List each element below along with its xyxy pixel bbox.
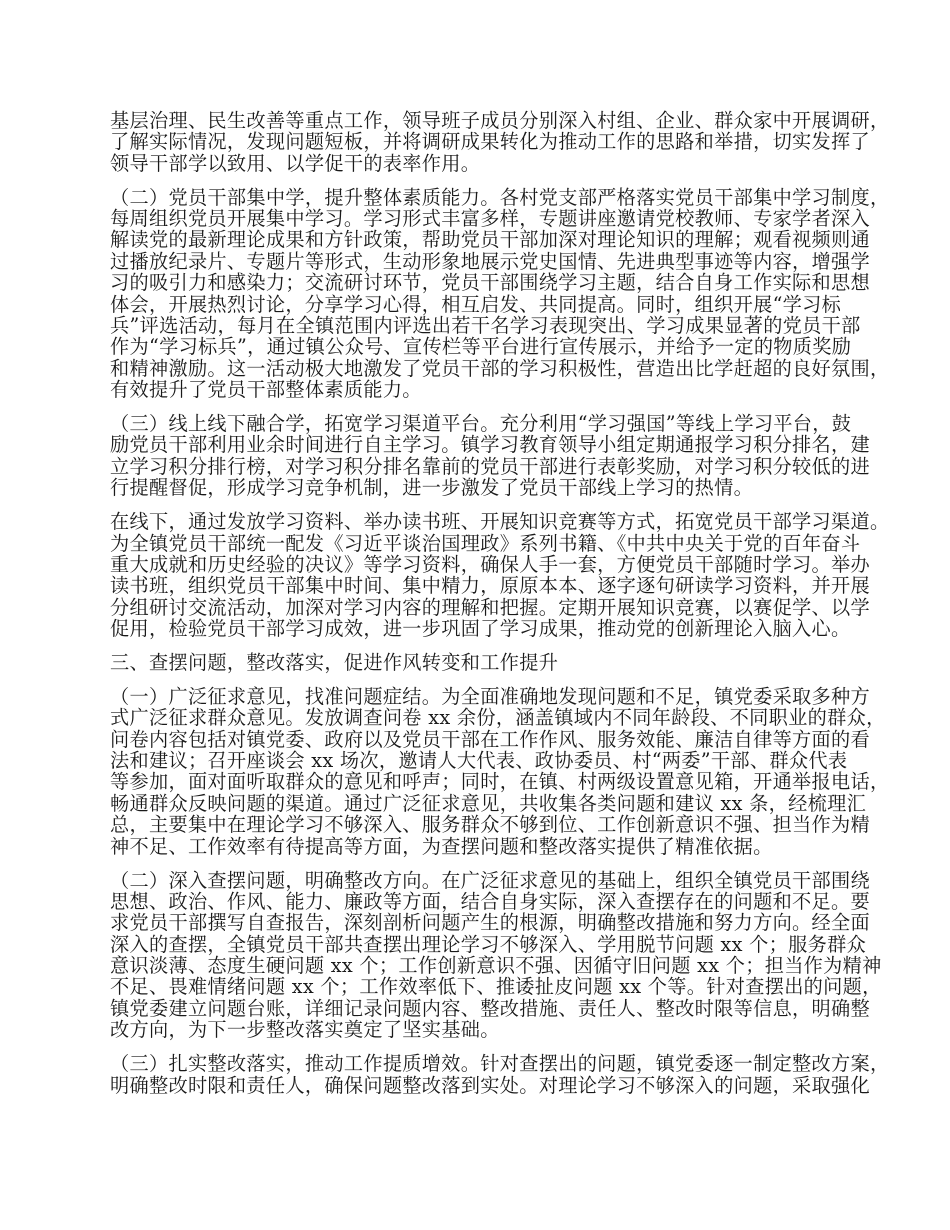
paragraph bbox=[110, 412, 871, 500]
text-line: 思想、政治、作风、能力、廉政等方面，结合自身实际，深入查摆存在的问题和不足。要 bbox=[110, 889, 871, 913]
text-line: 和精神激励。这一活动极大地激发了党员干部的学习积极性，营造出比学赶超的良好氛围， bbox=[110, 356, 890, 380]
text-line: （三）扎实整改落实，推动工作提质增效。针对查摆出的问题，镇党委逐一制定整改方案， bbox=[110, 1052, 890, 1076]
text-line: 深入的查摆，全镇党员干部共查摆出理论学习不够深入、学用脱节问题 xx 个；服务群众 bbox=[110, 932, 867, 956]
document-body bbox=[110, 109, 890, 1108]
text-line: 分组研讨交流活动，加深对学习内容的理解和把握。定期开展知识竞赛，以赛促学、以学 bbox=[110, 595, 871, 619]
paragraph bbox=[110, 109, 890, 175]
text-line: 为全镇党员干部统一配发《习近平谈治国理政》系列书籍、《中共中央关于党的百年奋斗 bbox=[110, 531, 861, 555]
text-line: （三）线上线下融合学，拓宽学习渠道平台。充分利用“学习强国”等线上学习平台，鼓 bbox=[110, 412, 852, 436]
text-line: 不足、畏难情绪问题 xx 个；工作效率低下、推诿扯皮问题 xx 个等。针对查摆出的问题， bbox=[110, 975, 882, 999]
text-line: 读书班，组织党员干部集中时间、集中精力，原原本本、逐字逐句研读学习资料，并开展 bbox=[110, 574, 871, 598]
text-line: 行提醒督促，形成学习竞争机制，进一步激发了党员干部线上学习的热情。 bbox=[110, 476, 754, 500]
text-line: 三、查摆问题，整改落实，促进作风转变和工作提升 bbox=[110, 650, 559, 674]
text-line: 基层治理、民生改善等重点工作，领导班子成员分别深入村组、企业、群众家中开展调研， bbox=[110, 109, 890, 132]
text-line: 镇党委建立问题台账，详细记录问题内容、整改措施、责任人、整改时限等信息，明确整 bbox=[110, 996, 871, 1020]
text-line: 求党员干部撰写自查报告，深刻剖析问题产生的根源，明确整改措施和努力方向。经全面 bbox=[110, 911, 871, 935]
text-line: 重大成就和历史经验的决议》等学习资料，确保人手一套，方便党员干部随时学习。举办 bbox=[110, 552, 871, 576]
text-line: 了解实际情况，发现问题短板，并将调研成果转化为推动工作的思路和举措，切实发挥了 bbox=[110, 130, 871, 154]
text-line: 兵”评选活动，每月在全镇范围内评选出若干名学习表现突出、学习成果显著的党员干部 bbox=[110, 314, 861, 338]
paragraph bbox=[110, 684, 890, 858]
section-heading bbox=[110, 652, 860, 673]
text-line: 立学习积分排行榜，对学习积分排名靠前的党员干部进行表彰奖励，对学习积分较低的进 bbox=[110, 454, 871, 478]
text-line: （一）广泛征求意见，找准问题症结。为全面准确地发现问题和不足，镇党委采取多种方 bbox=[110, 684, 871, 708]
text-line: 作为“学习标兵”，通过镇公众号、宣传栏等平台进行宣传展示，并给予一定的物质奖励 bbox=[110, 335, 852, 359]
text-line: 领导干部学以致用、以学促干的表率作用。 bbox=[110, 151, 481, 175]
paragraph bbox=[110, 185, 890, 402]
text-line: 过播放纪录片、专题片等形式，生动形象地展示党史国情、先进典型事迹等内容，增强学 bbox=[110, 249, 871, 273]
text-line: 解读党的最新理论成果和方针政策，帮助党员干部加深对理论知识的理解；观看视频则通 bbox=[110, 228, 871, 252]
text-line: 在线下，通过发放学习资料、举办读书班、开展知识竞赛等方式，拓宽党员干部学习渠道。 bbox=[110, 510, 890, 534]
text-line: 意识淡薄、态度生硬问题 xx 个；工作创新意识不强、因循守旧问题 xx 个；担当作为精神 bbox=[110, 954, 882, 978]
text-line: （二）深入查摆问题，明确整改方向。在广泛征求意见的基础上，组织全镇党员干部围绕 bbox=[110, 868, 871, 892]
text-line: 法和建议；召开座谈会 xx 场次，邀请人大代表、政协委员、村“两委”干部、群众代表 bbox=[110, 749, 848, 773]
text-line: 励党员干部利用业余时间进行自主学习。镇学习教育领导小组定期通报学习积分排名，建 bbox=[110, 433, 871, 457]
text-line: 习的吸引力和感染力；交流研讨环节，党员干部围绕学习主题，结合自身工作实际和思想 bbox=[110, 271, 871, 295]
text-line: 明确整改时限和责任人，确保问题整改落到实处。对理论学习不够深入的问题，采取强化 bbox=[110, 1073, 871, 1097]
text-line: 每周组织党员开展集中学习。学习形式丰富多样，专题讲座邀请党校教师、专家学者深入 bbox=[110, 207, 871, 231]
text-line: 神不足、工作效率有待提高等方面，为查摆问题和整改落实提供了精准依据。 bbox=[110, 834, 773, 858]
text-line: 促用，检验党员干部学习成效，进一步巩固了学习成果，推动党的创新理论入脑入心。 bbox=[110, 617, 851, 641]
paragraph bbox=[110, 510, 890, 641]
text-line: 式广泛征求群众意见。发放调查问卷 xx 余份，涵盖镇域内不同年龄段、不同职业的群众， bbox=[110, 706, 886, 730]
text-line: 改方向，为下一步整改落实奠定了坚实基础。 bbox=[110, 1018, 500, 1042]
paragraph bbox=[110, 1052, 890, 1097]
text-line: 总，主要集中在理论学习不够深入、服务群众不够到位、工作创新意识不强、担当作为精 bbox=[110, 813, 871, 837]
text-line: （二）党员干部集中学，提升整体素质能力。各村党支部严格落实党员干部集中学习制度， bbox=[110, 185, 890, 209]
text-line: 有效提升了党员干部整体素质能力。 bbox=[110, 378, 422, 402]
text-line: 等参加，面对面听取群众的意见和呼声；同时，在镇、村两级设置意见箱，开通举报电话， bbox=[110, 770, 890, 794]
paragraph bbox=[110, 868, 882, 1042]
text-line: 问卷内容包括对镇党委、政府以及党员干部在工作作风、服务效能、廉洁自律等方面的看 bbox=[110, 727, 871, 751]
text-line: 体会，开展热烈讨论，分享学习心得，相互启发、共同提高。同时，组织开展“学习标 bbox=[110, 292, 842, 316]
text-line: 畅通群众反映问题的渠道。通过广泛征求意见，共收集各类问题和建议 xx 条，经梳理汇 bbox=[110, 791, 867, 815]
